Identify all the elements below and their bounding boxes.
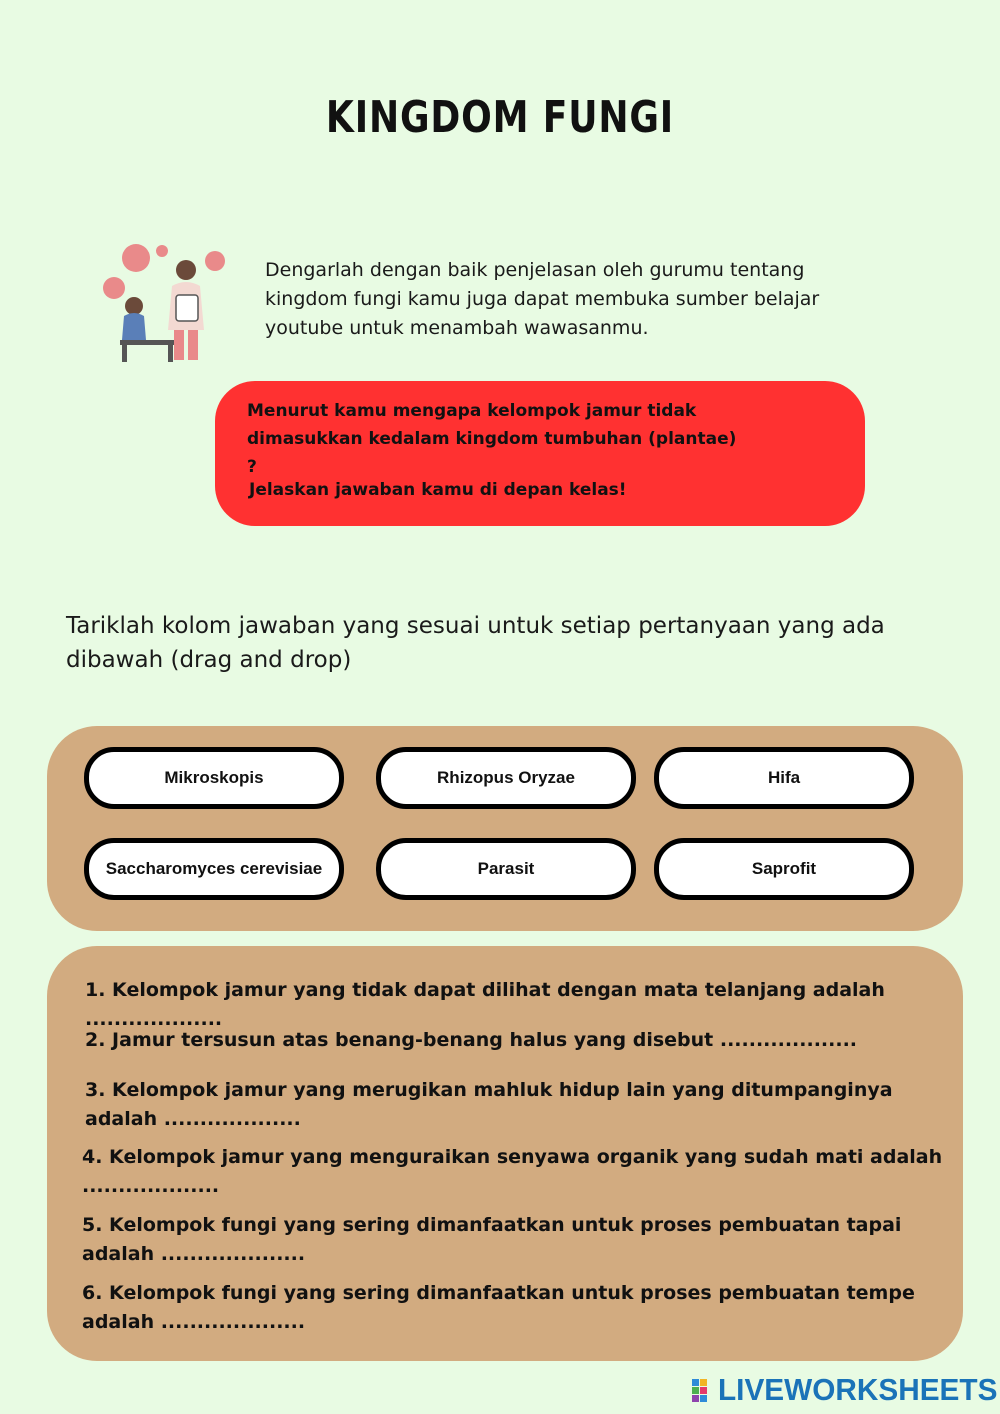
answer-chip-mikroskopis[interactable]: Mikroskopis bbox=[84, 747, 344, 809]
answer-chip-rhizopus-oryzae[interactable]: Rhizopus Oryzae bbox=[376, 747, 636, 809]
question-4[interactable]: 4. Kelompok jamur yang menguraikan senyawa organik yang sudah mati adalah ................... bbox=[82, 1146, 943, 1197]
page-title: KINGDOM FUNGI bbox=[325, 92, 675, 143]
question-list bbox=[47, 946, 963, 1361]
discussion-task: Jelaskan jawaban kamu di depan kelas! bbox=[249, 480, 627, 500]
question-3[interactable]: 3. Kelompok jamur yang merugikan mahluk hidup lain yang ditumpanginya adalah ................... bbox=[85, 1079, 893, 1130]
instruction-text: Tariklah kolom jawaban yang sesuai untuk setiap pertanyaan yang ada dibawah (drag and drop) bbox=[66, 613, 885, 673]
question-2[interactable]: 2. Jamur tersusun atas benang-benang halus yang disebut ................... bbox=[85, 1029, 858, 1051]
discussion-question: Menurut kamu mengapa kelompok jamur tidak dimasukkan kedalam kingdom tumbuhan (plantae) ? bbox=[247, 401, 737, 477]
question-5[interactable]: 5. Kelompok fungi yang sering dimanfaatkan untuk proses pembuatan tapai adalah .................... bbox=[82, 1214, 902, 1265]
liveworksheets-brand[interactable] bbox=[692, 1373, 1000, 1407]
answer-chip-parasit[interactable]: Parasit bbox=[376, 838, 636, 900]
brand-name: LIVEWORKSHEETS bbox=[718, 1372, 998, 1407]
intro-text: Dengarlah dengan baik penjelasan oleh gurumu tentang kingdom fungi kamu juga dapat membuka sumber belajar youtube untuk menambah wawasanmu. bbox=[265, 259, 820, 339]
live-logo-icon bbox=[692, 1377, 716, 1403]
teacher-student-illustration-icon bbox=[98, 240, 228, 365]
question-1[interactable]: 1. Kelompok jamur yang tidak dapat dilihat dengan mata telanjang adalah ................... bbox=[85, 979, 885, 1030]
discussion-prompt-box bbox=[215, 381, 865, 526]
question-6[interactable]: 6. Kelompok fungi yang sering dimanfaatkan untuk proses pembuatan tempe adalah .................... bbox=[82, 1282, 915, 1333]
answer-chip-hifa[interactable]: Hifa bbox=[654, 747, 914, 809]
answer-bank bbox=[47, 726, 963, 931]
answer-chip-saprofit[interactable]: Saprofit bbox=[654, 838, 914, 900]
answer-chip-saccharomyces-cerevisiae[interactable]: Saccharomyces cerevisiae bbox=[84, 838, 344, 900]
